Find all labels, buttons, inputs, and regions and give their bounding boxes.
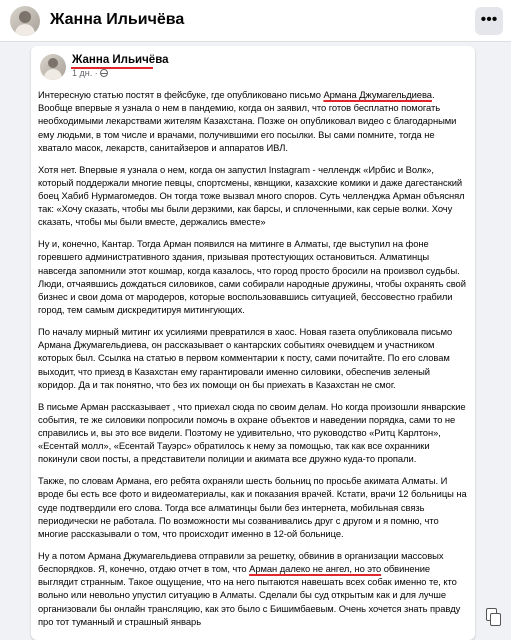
highlighted-name: Армана Джумагельдиева — [323, 89, 432, 100]
post-paragraph-6: Также, по словам Армана, его ребята охраняли шесть больниц по просьбе акимата Алматы. И вроде бы есть все фото и видеоматериалы, как и показания врачей. Кстати, врачи 12 больницы на суде подтвердили его слова. Тогда все алматинцы были без интернета, мобильная связь периодически не работала. По возможности мы созванивались друг с другом и я помню, что многие рассказывали о том, что происходит именно в 12-ой больнице. — [38, 475, 467, 540]
post-text-span: . Вообще впервые я узнала о нем в пандемию, когда он заявил, что готов бесплатно помогать необходимыми лекарствами жителям Казахстана. Позже он опубликовал видео с благодарными ему людьми, в том числе и врачами, получившими его посылки. Вы сами помните, тогда не хватало масок, лекарств, санитайзеров и аппаратов ИВЛ. — [38, 89, 457, 153]
globe-icon — [100, 69, 108, 77]
highlighted-phrase: Арман далеко не ангел, но это — [249, 563, 382, 575]
post-timestamp[interactable] — [72, 68, 108, 78]
post-time-text: 1 дн. · — [72, 68, 98, 78]
post-paragraph-4: По началу мирный митинг их усилиями превратился в хаос. Новая газета опубликовала письмо Армана Джумагельдиева, он рассказывает о кантарских событиях очевидцем и участником которых был. Ссылка на статью в первом комментарии к посту, сами почитайте. По его словам выходит, что приезд в Казахстан ему гарантировали именно силовики, обеспечив зеленый коридор. Да и так понятно, что без их помощи он бы приехать в Казахстан не смог. — [38, 326, 453, 390]
post-author-name[interactable]: Жанна Ильичёва — [72, 54, 169, 66]
post-paragraph-5: В письме Арман рассказывает , что приехал сюда по своим делам. Но когда произошли январские события, те же силовики попросили помочь в охране объектов и наведении порядка, сами то не справились и, вы это все видели. Поэтому не удивительно, что руководство «Ритц Карлтон», «Есентай молл», «Есентай Тауэрс» обратилось к нему за помощью, так как все охранники покинули свои посты, а представители полиции и акимата все дружно куда-то пропали. — [38, 400, 466, 465]
post-paragraph-2: Хотя нет. Впервые я узнала о нем, когда он запустил Instagram - челлендж «Ирбис и Волк», который поддержали многие певцы, спортсмены, квнщики, казахские комики и даже дагестанский боец Хабиб Нурмагомедов. Он тогда тоже вызвал много споров. Суть челленджа Арман объяснял так: «Хочу сказать, чтобы мы были дерзкими, как барсы, и сплоченными, как серые волки. Хочу сказать, чтобы мы были вместе, держались вместе» — [38, 163, 465, 228]
post-text — [38, 88, 470, 637]
profile-avatar[interactable] — [10, 6, 40, 36]
profile-name[interactable]: Жанна Ильичёва — [50, 11, 185, 28]
post-text-span: обвинение выглядит странным. Такое ощущение, что на него пытаются навешать всех собак именно те, кто вольно или невольно упустил ситуацию в Алматы. Сделали бы суд открытым как и для лучше организовали бы онлайн трансляцию, как это было с Бишимбаевым. Очень хочется знать правду про тот туманный и страшный январь — [38, 563, 461, 627]
post-author-avatar[interactable] — [40, 54, 66, 80]
post-text-span: Интересную статью постят в фейсбуке, где опубликовано письмо — [38, 89, 324, 100]
copy-pages-icon[interactable] — [484, 606, 504, 630]
post-text-span: Ну а потом Армана Джумагельдиева отправили за решетку, обвинив в организации массовых беспорядков. Я, конечно, отдаю отчет в том, что — [38, 549, 444, 575]
post-paragraph-7 — [38, 549, 470, 628]
copy-sheet-front — [490, 613, 501, 626]
top-bar — [0, 0, 511, 42]
post-paragraph-1 — [38, 88, 470, 154]
post-card — [31, 46, 475, 640]
more-options-icon[interactable]: ••• — [475, 7, 503, 35]
post-paragraph-3: Ну и, конечно, Кантар. Тогда Арман появился на митинге в Алматы, где выступил на фоне горевшего административного здания, призывая протестующих остановиться. Алматинцы навсегда запомнили этот кошмар, когда казалось, что город просто бросили на произвол судьбы. Люди, отчаявшись дождаться силовиков, сами собирали народные дружины, чтобы охранять свой бизнес и свои дома от мародеров, которые воспользовавшись ситуацией, бессовестно грабили город, тем самым дискредитируя митингующих. — [38, 238, 466, 316]
